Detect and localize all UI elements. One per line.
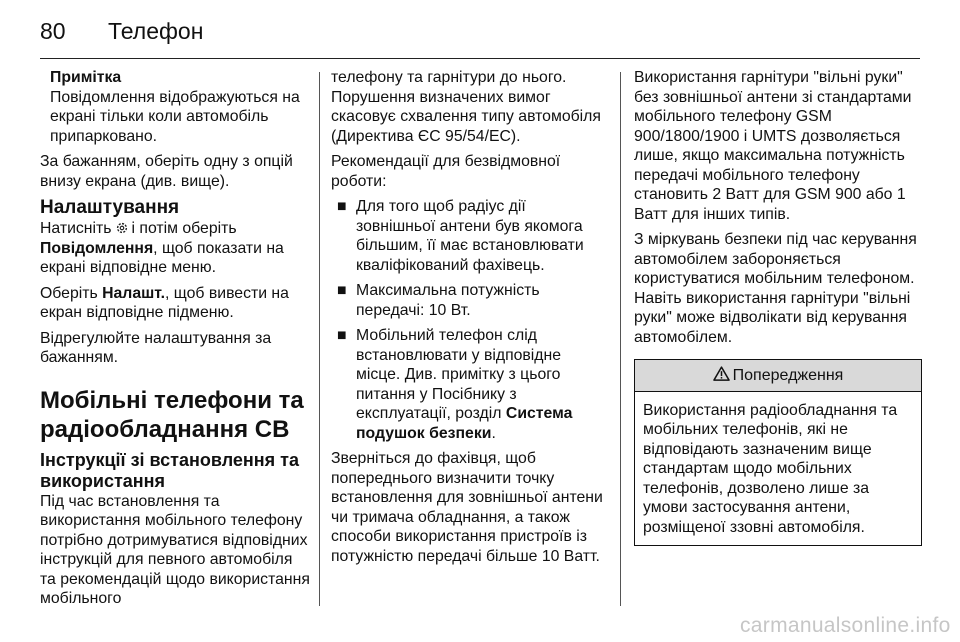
list-item xyxy=(331,197,603,275)
note-title: Примітка xyxy=(50,69,122,86)
bullet-icon: ■ xyxy=(337,327,347,344)
warning-box xyxy=(634,359,922,546)
bullet-icon: ■ xyxy=(337,282,347,299)
paragraph xyxy=(40,284,310,323)
column-right xyxy=(634,68,922,546)
note-body: Повідомлення відображуються на екрані тільки коли автомобіль припарковано. xyxy=(50,88,300,145)
list-item xyxy=(331,326,603,443)
paragraph: З міркувань безпеки під час керування автомобілем забороняється користуватися мобільним телефоном. Навіть використання гарнітури "вільні руки" може відволікати від керування автомобілем. xyxy=(634,231,917,346)
watermark: carmanualsonline.info xyxy=(740,614,951,637)
warning-header xyxy=(635,360,921,392)
text-run: , щоб вивести на екран відповідне підменю. xyxy=(40,284,289,321)
bullet-icon: ■ xyxy=(337,198,347,215)
note-block xyxy=(40,68,310,146)
chapter-title: Телефон xyxy=(108,18,204,44)
reference-term: Система подушок безпеки xyxy=(356,405,573,442)
page-number: 80 xyxy=(40,18,66,44)
menu-term: Налашт. xyxy=(102,284,166,302)
paragraph: Рекомендації для безвідмовної роботи: xyxy=(331,153,561,190)
paragraph xyxy=(40,219,310,278)
text-run: Оберіть xyxy=(40,284,98,302)
column-divider xyxy=(620,72,621,606)
text-run: і потім оберіть xyxy=(131,220,237,237)
page-header xyxy=(40,10,920,59)
text-run: , щоб показати на екрані відповідне меню. xyxy=(40,239,284,276)
warning-title: Попередження xyxy=(732,367,844,384)
settings-heading: Налаштування xyxy=(40,197,180,218)
column-middle xyxy=(331,68,603,572)
menu-term: Повідомлення xyxy=(40,239,154,257)
text-run: Мобільний телефон слід встановлювати у відповідне місце. Див. примітку з цього питання у Посібнику з експлуатації, розділ xyxy=(356,327,562,422)
gear-icon xyxy=(115,221,129,235)
paragraph: Використання гарнітури "вільні руки" без зовнішньої антени зі стандартами мобільного телефону GSM 900/1800/1900 і UMTS дозволяється лише, якщо максимальна потужність передачі мобільного телефону становить 2 Ватт для GSM 900 або 1 Ватт для інших типів. xyxy=(634,69,912,223)
list-item-text xyxy=(356,326,603,443)
warning-body: Використання радіообладнання та мобільних телефонів, які не відповідають зазначеним вище стандартам щодо мобільних телефонів, дозволено лише за умови застосування антени, розміщеної ззовні автомобіля. xyxy=(643,401,898,536)
paragraph: За бажанням, оберіть одну з опцій внизу екрана (див. вище). xyxy=(40,153,293,190)
list-item-text: Максимальна потужність передачі: 10 Вт. xyxy=(356,282,540,319)
list-item xyxy=(331,281,603,320)
paragraph: Під час встановлення та використання мобільного телефону потрібно дотримуватися відповідних інструкцій для певного автомобіля та рекомендацій щодо використання мобільного xyxy=(40,492,310,607)
paragraph: Відрегулюйте налаштування за бажанням. xyxy=(40,329,272,366)
text-run: Натисніть xyxy=(40,220,112,237)
section-heading: Мобільні телефони та радіообладнання СВ xyxy=(40,386,304,443)
text-run: . xyxy=(491,424,496,442)
paragraph: Зверніться до фахівця, щоб попереднього визначити точку встановлення для зовнішньої антени чи тримача обладнання, а також способи використання пристроїв із потужністю передачі більше 10 Ватт. xyxy=(331,450,603,565)
subsection-heading: Інструкції зі встановлення та використання xyxy=(40,449,299,491)
list-item-text: Для того щоб радіус дії зовнішньої антени був якомога більшим, її має встановлювати кваліфікований фахівець. xyxy=(356,198,584,274)
column-divider xyxy=(319,72,320,606)
paragraph: телефону та гарнітури до нього. Порушення визначених вимог скасовує схвалення типу автомобіля (Директива ЄС 95/54/EC). xyxy=(331,69,601,145)
column-left xyxy=(40,68,310,615)
warning-triangle-icon xyxy=(713,366,730,381)
